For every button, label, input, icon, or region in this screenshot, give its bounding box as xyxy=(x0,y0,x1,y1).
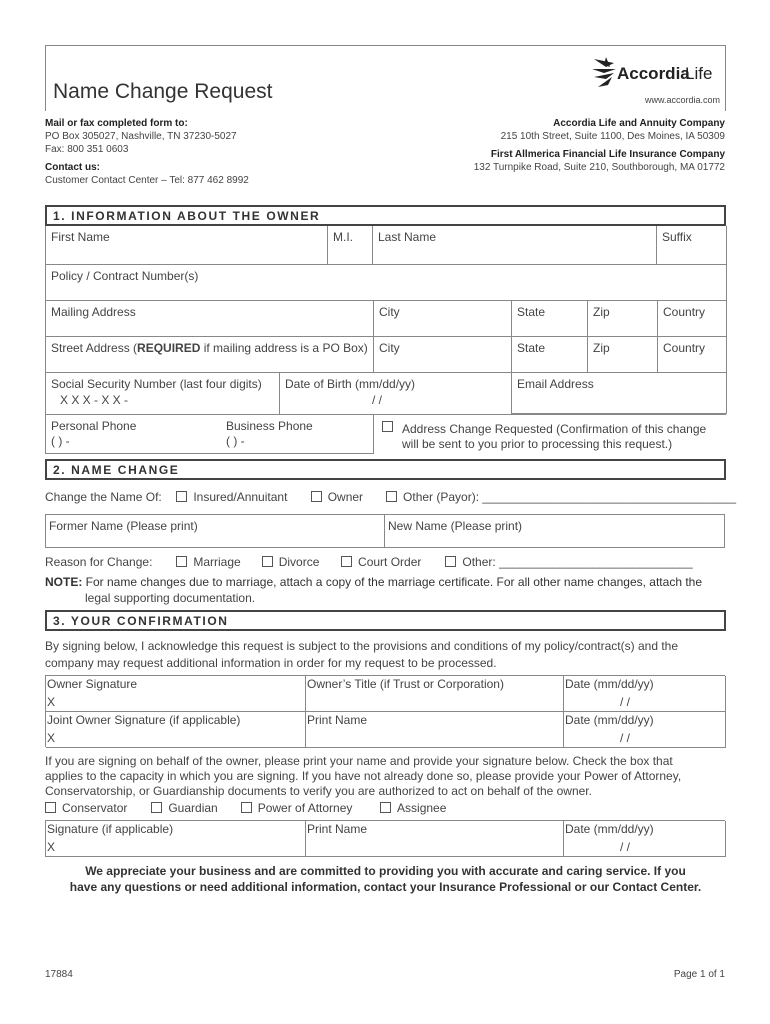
other-payor-label: Other (Payor): xyxy=(403,490,480,504)
section-2-title: 2. NAME CHANGE xyxy=(53,463,180,477)
agent-date-field[interactable] xyxy=(564,821,726,857)
reason-label: Reason for Change: xyxy=(45,555,153,569)
owner-title-label: Owner’s Title (if Trust or Corporation) xyxy=(307,677,504,691)
signature-grid xyxy=(45,675,725,747)
joint-print-name-field[interactable] xyxy=(306,712,564,748)
change-name-label: Change the Name Of: xyxy=(45,490,162,504)
agent-signature-grid xyxy=(45,820,725,857)
ack-line-1: By signing below, I acknowledge this request is subject to the provisions and conditions of my policy/contract(s) and the xyxy=(45,639,679,653)
mailing-city-label: City xyxy=(379,305,400,319)
conservator-label: Conservator xyxy=(62,801,128,815)
other-reason-line[interactable]: _____________________________ xyxy=(499,555,693,569)
website-url: www.accordia.com xyxy=(645,95,721,105)
mailing-state-label: State xyxy=(517,305,546,319)
form-number: 17884 xyxy=(45,969,73,980)
court-order-option[interactable] xyxy=(341,555,442,569)
divorce-option[interactable] xyxy=(262,555,338,569)
ssn-field[interactable] xyxy=(46,373,280,414)
mi-field[interactable] xyxy=(328,226,373,265)
joint-signature-x: X xyxy=(47,731,56,745)
joint-signature-label: Joint Owner Signature (if applicable) xyxy=(47,713,241,727)
owner-info-grid xyxy=(45,226,726,414)
marriage-checkbox[interactable] xyxy=(176,556,187,567)
ack-line-2: company may request additional information in order for my request to be processed. xyxy=(45,656,497,670)
logo-text-bold: Accordia xyxy=(617,64,690,83)
owner-title-field[interactable] xyxy=(306,676,564,712)
dob-label: Date of Birth (mm/dd/yy) xyxy=(285,377,416,391)
street-zip-label: Zip xyxy=(593,341,610,355)
street-country-field[interactable] xyxy=(658,337,727,373)
other-payor-line[interactable]: ______________________________________ xyxy=(482,490,737,504)
assignee-checkbox[interactable] xyxy=(380,802,391,813)
email-field[interactable] xyxy=(512,373,727,414)
mailing-state-field[interactable] xyxy=(512,301,588,337)
address-change-label-2: will be sent to you prior to processing this request.) xyxy=(402,437,673,451)
last-name-field[interactable] xyxy=(373,226,657,265)
street-zip-field[interactable] xyxy=(588,337,658,373)
other-reason-label: Other: xyxy=(462,555,496,569)
mail-address: PO Box 305027, Nashville, TN 37230-5027 xyxy=(45,131,237,142)
joint-date-label: Date (mm/dd/yy) xyxy=(565,713,654,727)
insured-checkbox[interactable] xyxy=(176,491,187,502)
ssn-mask: X X X - X X - xyxy=(60,393,129,407)
mailing-address-label: Mailing Address xyxy=(51,305,136,319)
street-address-label xyxy=(51,341,368,355)
street-required: REQUIRED xyxy=(137,341,201,355)
dob-mask: / / xyxy=(372,393,383,407)
other-payor-option[interactable] xyxy=(386,490,736,504)
business-phone-field[interactable] xyxy=(221,415,374,454)
owner-signature-x: X xyxy=(47,695,56,709)
suffix-field[interactable] xyxy=(657,226,727,265)
owner-option[interactable] xyxy=(311,490,383,504)
mailing-address-field[interactable] xyxy=(46,301,374,337)
change-name-of-row xyxy=(45,490,736,504)
joint-signature-field[interactable] xyxy=(46,712,306,748)
poa-option[interactable] xyxy=(241,801,377,815)
court-order-checkbox[interactable] xyxy=(341,556,352,567)
company-2-address: 132 Turnpike Road, Suite 210, Southborough, MA 01772 xyxy=(473,162,725,173)
marriage-label: Marriage xyxy=(193,555,241,569)
agent-date-label: Date (mm/dd/yy) xyxy=(565,822,654,836)
closing-line-2: have any questions or need additional information, contact your Insurance Professional or our Contact Center. xyxy=(69,880,702,894)
section-2-header xyxy=(45,459,726,480)
business-phone-mask: ( ) - xyxy=(226,434,245,448)
name-boxes xyxy=(45,514,725,548)
email-label: Email Address xyxy=(517,377,594,391)
agent-signature-label: Signature (if applicable) xyxy=(47,822,174,836)
page-title: Name Change Request xyxy=(53,80,273,103)
behalf-line-1: If you are signing on behalf of the owner, please print your name and provide your signature below. Check the box that xyxy=(45,754,673,768)
note-line-2: legal supporting documentation. xyxy=(85,591,256,605)
insured-label: Insured/Annuitant xyxy=(193,490,288,504)
suffix-label: Suffix xyxy=(662,230,692,244)
poa-label: Power of Attorney xyxy=(257,801,353,815)
owner-checkbox[interactable] xyxy=(311,491,322,502)
section-3-header xyxy=(45,610,726,631)
conservator-checkbox[interactable] xyxy=(45,802,56,813)
address-change-checkbox[interactable] xyxy=(382,421,393,432)
new-name-field[interactable] xyxy=(385,515,724,547)
agent-signature-field[interactable] xyxy=(46,821,306,857)
behalf-line-3: Conservatorship, or Guardianship documents to verify you are authorized to act on behalf of the owner. xyxy=(45,784,592,798)
company-1-name: Accordia Life and Annuity Company xyxy=(553,118,725,129)
street-state-field[interactable] xyxy=(512,337,588,373)
agent-signature-x: X xyxy=(47,840,56,854)
last-name-label: Last Name xyxy=(378,230,437,244)
owner-signature-field[interactable] xyxy=(46,676,306,712)
contact-heading: Contact us: xyxy=(45,162,100,173)
street-suffix: if mailing address is a PO Box) xyxy=(200,341,368,355)
section-3-title: 3. YOUR CONFIRMATION xyxy=(53,614,229,628)
mailing-city-field[interactable] xyxy=(374,301,512,337)
note-label: NOTE: xyxy=(45,575,83,589)
company-1-address: 215 10th Street, Suite 1100, Des Moines, IA 50309 xyxy=(500,131,725,142)
policy-label: Policy / Contract Number(s) xyxy=(51,269,199,283)
ssn-label: Social Security Number (last four digits) xyxy=(51,377,262,391)
dob-field[interactable] xyxy=(280,373,512,414)
section-1-header xyxy=(45,205,726,226)
mailing-zip-field[interactable] xyxy=(588,301,658,337)
owner-date-field[interactable] xyxy=(564,676,726,712)
court-order-label: Court Order xyxy=(358,555,422,569)
capacity-row xyxy=(45,801,446,815)
behalf-line-2: applies to the capacity in which you are signing. If you have not already done so, please provide your Power of Attorney, xyxy=(45,769,682,783)
street-country-label: Country xyxy=(663,341,706,355)
guardian-option[interactable] xyxy=(151,801,237,815)
first-name-label: First Name xyxy=(51,230,110,244)
divorce-label: Divorce xyxy=(278,555,320,569)
personal-phone-mask: ( ) - xyxy=(51,434,70,448)
accordia-logo xyxy=(592,55,720,95)
other-payor-checkbox[interactable] xyxy=(386,491,397,502)
policy-number-field[interactable] xyxy=(46,265,727,301)
owner-date-mask: / / xyxy=(620,695,631,709)
agent-print-name-label: Print Name xyxy=(307,822,368,836)
insured-option[interactable] xyxy=(176,490,307,504)
page-number: Page 1 of 1 xyxy=(673,969,725,980)
joint-print-name-label: Print Name xyxy=(307,713,368,727)
agent-date-mask: / / xyxy=(620,840,631,854)
conservator-option[interactable] xyxy=(45,801,148,815)
owner-label: Owner xyxy=(327,490,364,504)
company-2-name: First Allmerica Financial Life Insurance Company xyxy=(490,149,725,160)
personal-phone-label: Personal Phone xyxy=(51,419,137,433)
personal-phone-field[interactable] xyxy=(46,415,221,454)
business-phone-label: Business Phone xyxy=(226,419,313,433)
mi-label: M.I. xyxy=(333,230,353,244)
reason-row xyxy=(45,555,693,569)
assignee-label: Assignee xyxy=(397,801,447,815)
poa-checkbox[interactable] xyxy=(241,802,252,813)
street-city-field[interactable] xyxy=(374,337,512,373)
first-name-field[interactable] xyxy=(46,226,328,265)
owner-signature-label: Owner Signature xyxy=(47,677,138,691)
contact-line: Customer Contact Center – Tel: 877 462 8992 xyxy=(45,175,249,186)
address-change-label: Address Change Requested (Confirmation of this change xyxy=(402,422,707,436)
guardian-label: Guardian xyxy=(168,801,218,815)
assignee-option[interactable] xyxy=(380,801,446,815)
joint-date-mask: / / xyxy=(620,731,631,745)
closing-line-1: We appreciate your business and are committed to providing you with accurate and caring service. If you xyxy=(85,864,686,878)
guardian-checkbox[interactable] xyxy=(151,802,162,813)
new-name-label: New Name (Please print) xyxy=(388,519,523,533)
mail-fax: Fax: 800 351 0603 xyxy=(45,144,129,155)
mail-heading: Mail or fax completed form to: xyxy=(45,118,188,129)
note-text: For name changes due to marriage, attach a copy of the marriage certificate. For all other name changes, attach the xyxy=(82,575,703,589)
agent-print-name-field[interactable] xyxy=(306,821,564,857)
mailing-zip-label: Zip xyxy=(593,305,610,319)
mailing-country-field[interactable] xyxy=(658,301,727,337)
divorce-checkbox[interactable] xyxy=(262,556,273,567)
phone-row xyxy=(45,414,726,454)
marriage-option[interactable] xyxy=(176,555,258,569)
street-state-label: State xyxy=(517,341,546,355)
accordia-star-icon xyxy=(592,55,618,91)
mailing-country-label: Country xyxy=(663,305,706,319)
section-1-title: 1. INFORMATION ABOUT THE OWNER xyxy=(53,209,321,223)
other-reason-option[interactable] xyxy=(445,555,692,569)
former-name-field[interactable] xyxy=(46,515,385,547)
joint-date-field[interactable] xyxy=(564,712,726,748)
former-name-label: Former Name (Please print) xyxy=(49,519,198,533)
owner-date-label: Date (mm/dd/yy) xyxy=(565,677,654,691)
other-reason-checkbox[interactable] xyxy=(445,556,456,567)
street-prefix: Street Address ( xyxy=(51,341,138,355)
street-city-label: City xyxy=(379,341,400,355)
logo-text-light: Life xyxy=(685,64,713,83)
note-line-1 xyxy=(45,575,702,589)
street-address-field[interactable] xyxy=(46,337,374,373)
